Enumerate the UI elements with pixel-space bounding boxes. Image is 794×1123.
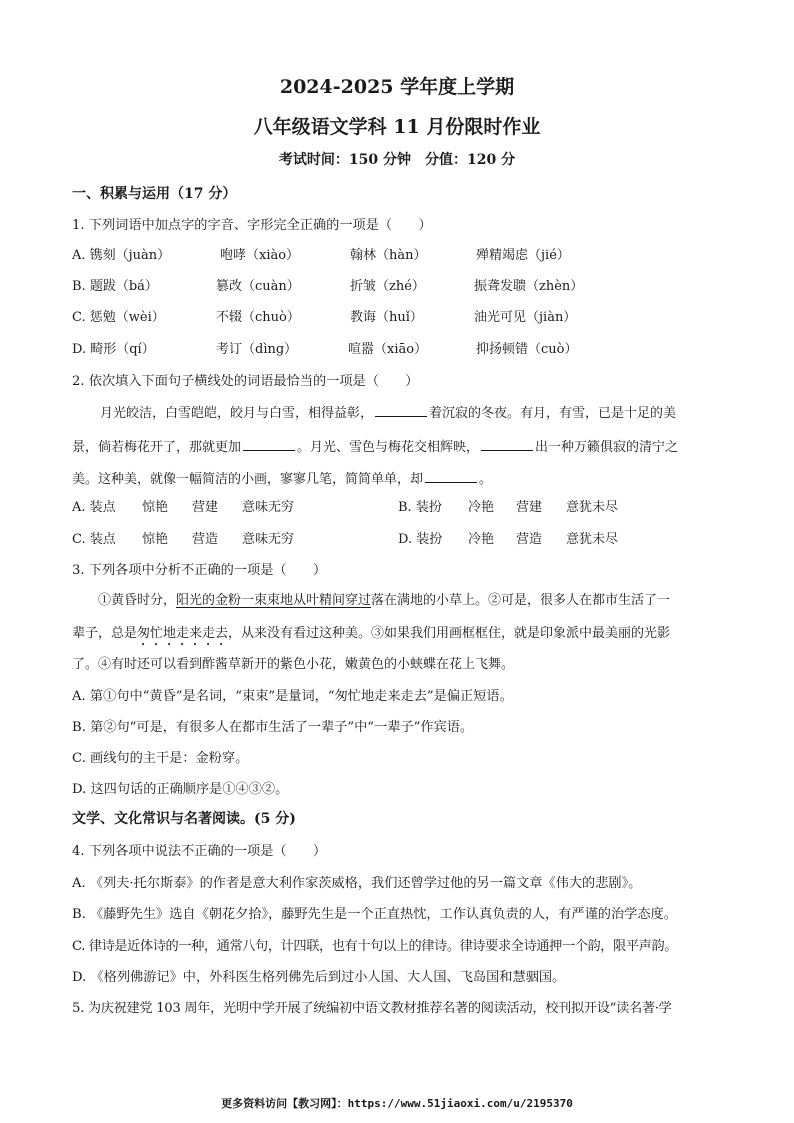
option-cell: A. 装点 <box>72 500 116 515</box>
option-cell: 冷艳 <box>468 532 495 547</box>
question-4-stem: 4. 下列各项中说法不正确的一项是（ ） <box>72 844 327 859</box>
exam-title-year: 2024-2025 学年度上学期 <box>279 76 515 98</box>
underlined-sentence: 阳光的金粉一束束地从叶精间穿过 <box>176 593 372 608</box>
dotted-phrase: 匆忙地走来走去 <box>137 626 229 641</box>
option-cell: 营造 <box>192 532 219 547</box>
option-cell: 意犹未尽 <box>566 500 619 515</box>
option-cell: 意味无穷 <box>242 500 295 515</box>
question-3-stem: 3. 下列各项中分析不正确的一项是（ ） <box>72 563 327 578</box>
option-cell: 振聋发聩（zhèn） <box>474 279 584 294</box>
question-1-option-row <box>72 244 732 264</box>
question-4-option-b: B. 《藤野先生》选自《朝花夕拾》，藤野先生是一个正直热忱，工作认真负责的人，有严谨的治学态度。 <box>72 907 677 922</box>
question-2-passage-line <box>100 402 676 421</box>
option-cell: 考订（dìng） <box>216 342 298 357</box>
option-cell: D. 装扮 <box>398 532 443 547</box>
question-3-option-a: A. 第①句中“黄昏”是名词，“束束”是量词，“匆忙地走来走去”是偏正短语。 <box>72 689 513 704</box>
question-1-option-row <box>72 338 732 358</box>
option-cell: 营造 <box>516 532 543 547</box>
question-2-passage-line <box>72 468 492 487</box>
fill-blank <box>375 404 427 417</box>
section-heading-2: 文学、文化常识与名著阅读。(5 分) <box>72 811 296 827</box>
question-2-option-row <box>72 496 732 516</box>
question-3-passage-line <box>98 589 670 608</box>
question-3-passage-line <box>72 622 670 649</box>
passage-text: 美。这种美，就像一幅简洁的小画，寥寥几笔，简简单单，却 <box>72 472 424 487</box>
exam-info: 考试时间：150 分钟 分值：120 分 <box>278 152 516 168</box>
question-4-option-d: D. 《格列佛游记》中，外科医生格列佛先后到过小人国、大人国、飞岛国和慧骃国。 <box>72 970 566 985</box>
question-1-option-row <box>72 306 732 326</box>
option-cell: 意犹未尽 <box>566 532 619 547</box>
option-cell: C. 惩勉（wèi） <box>72 310 165 325</box>
passage-text: 辈子，总是 <box>72 626 138 641</box>
passage-text: 景，倘若梅花开了，那就更加 <box>72 440 242 455</box>
question-3-option-c: C. 画线句的主干是：金粉穿。 <box>72 751 249 766</box>
option-cell: 冷艳 <box>468 500 495 515</box>
question-4-option-a: A. 《列夫·托尔斯泰》的作者是意大利作家茨威格，我们还曾学过他的另一篇文章《伟大的悲剧》。 <box>72 876 642 891</box>
passage-text: ，从来没有看过这种美。③如果我们用画框框住，就是印象派中最美丽的光影 <box>228 626 671 641</box>
option-cell: 惊艳 <box>142 532 169 547</box>
option-cell: D. 畸形（qí） <box>72 342 155 357</box>
passage-text: 。月光、雪色与梅花交相辉映， <box>297 440 480 455</box>
question-4-option-c: C. 律诗是近体诗的一种，通常八句，计四联，也有十句以上的律诗。律诗要求全诗通押一个韵，限平声韵。 <box>72 939 678 954</box>
section-heading-1: 一、积累与运用（17 分） <box>72 186 237 202</box>
question-2-stem: 2. 依次填入下面句子横线处的词语最恰当的一项是（ ） <box>72 374 419 389</box>
passage-text: 。 <box>479 472 493 487</box>
fill-blank <box>481 438 533 451</box>
question-2-passage-line <box>72 436 678 455</box>
option-cell: 教诲（huǐ） <box>350 310 423 325</box>
question-1-stem: 1. 下列词语中加点字的字音、字形完全正确的一项是（ ） <box>72 218 432 233</box>
fill-blank <box>425 470 477 483</box>
exam-title-subject: 八年级语文学科 11 月份限时作业 <box>253 116 541 138</box>
option-cell: C. 装点 <box>72 532 116 547</box>
option-cell: 意味无穷 <box>242 532 295 547</box>
option-cell: 喧嚣（xiāo） <box>348 342 428 357</box>
passage-text: 着沉寂的冬夜。有月，有雪，已是十足的美 <box>429 406 677 421</box>
option-cell: 咆哮（xiào） <box>220 248 300 263</box>
question-3-option-d: D. 这四句话的正确顺序是①④③②。 <box>72 782 289 797</box>
passage-text: ①黄昏时分， <box>98 593 177 608</box>
option-cell: 油光可见（jiàn） <box>474 310 577 325</box>
question-3-passage-line: 了。④有时还可以看到酢酱草新开的紫色小花，嫩黄色的小蛱蝶在花上飞舞。 <box>72 657 515 672</box>
question-5-stem: 5. 为庆祝建党 103 周年，光明中学开展了统编初中语文教材推荐名著的阅读活动，校刊拟开设“读名著·学 <box>72 1001 672 1016</box>
option-cell: 营建 <box>192 500 219 515</box>
fill-blank <box>243 438 295 451</box>
option-cell: B. 题跋（bá） <box>72 279 158 294</box>
option-cell: B. 装扮 <box>398 500 442 515</box>
option-cell: 营建 <box>516 500 543 515</box>
option-cell: 殚精竭虑（jié） <box>476 248 570 263</box>
passage-text: 落在满地的小草上。②可是，很多人在都市生活了一 <box>371 593 671 608</box>
passage-text: 出一种万籁俱寂的清宁之 <box>535 440 679 455</box>
option-cell: 折皱（zhé） <box>350 279 425 294</box>
passage-text: 月光皎洁，白雪皑皑，皎月与白雪，相得益彰， <box>100 406 374 421</box>
question-1-option-row <box>72 275 732 295</box>
question-3-option-b: B. 第②句“可是，有很多人在都市生活了一辈子”中“一辈子”作宾语。 <box>72 720 474 735</box>
option-cell: 篡改（cuàn） <box>216 279 300 294</box>
footer-link[interactable]: 更多资料访问【教习网】：https://www.51jiaoxi.com/u/2195370 <box>221 1097 573 1110</box>
option-cell: 惊艳 <box>142 500 169 515</box>
option-cell: 不辍（chuò） <box>216 310 300 325</box>
question-2-option-row <box>72 528 732 548</box>
option-cell: 翰林（hàn） <box>350 248 427 263</box>
option-cell: 抑扬顿错（cuò） <box>476 342 578 357</box>
option-cell: A. 镌刻（juàn） <box>72 248 171 263</box>
